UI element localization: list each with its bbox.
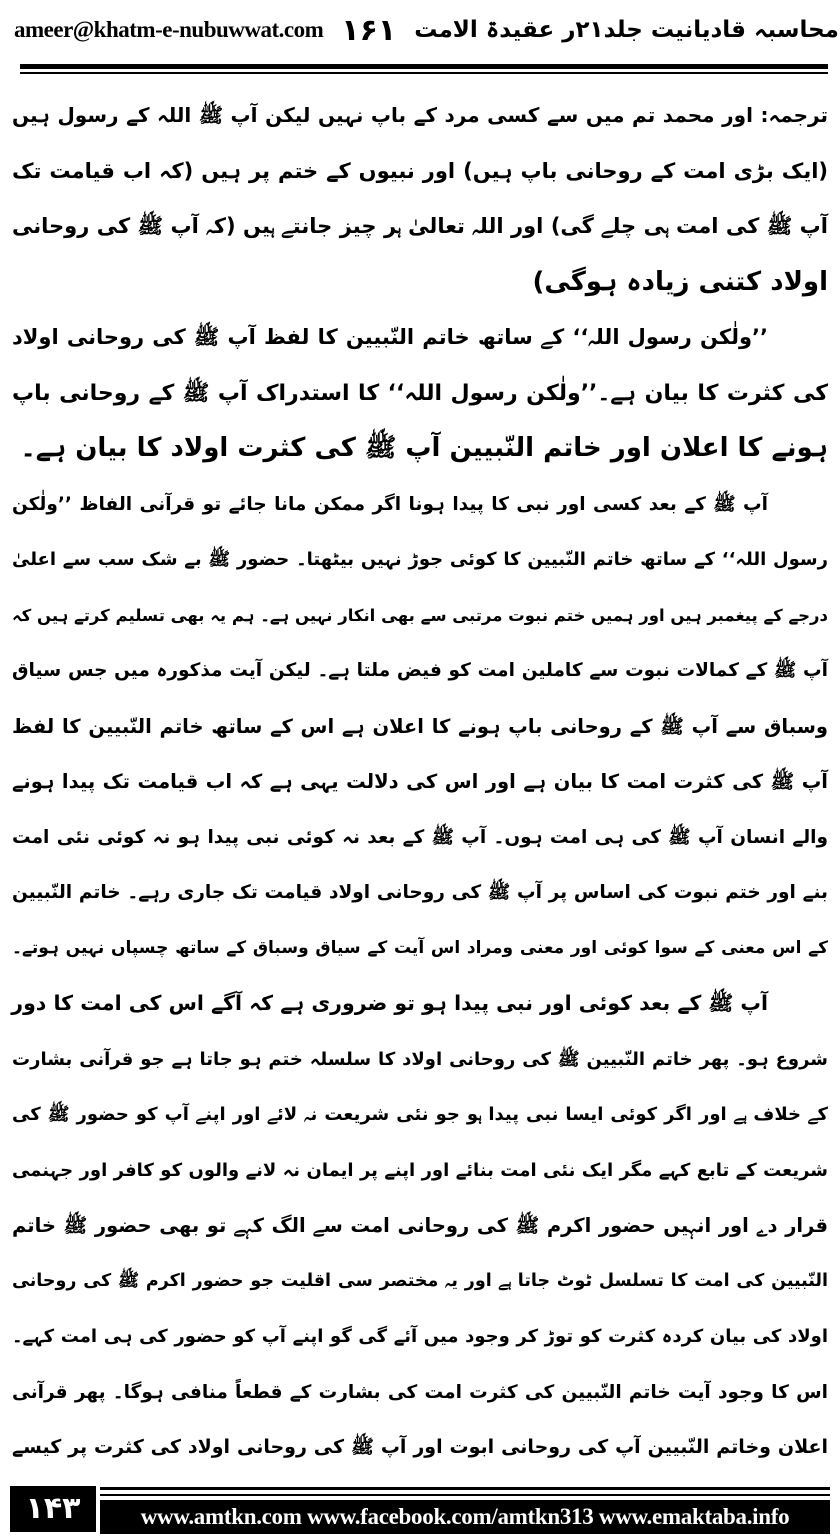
text-line: اولاد کتنی زیادہ ہوگی) (532, 266, 828, 297)
text-line: کے خلاف ہے اور اگر کوئی ایسا نبی پیدا ہو جو نئی شریعت نہ لائے اور اپنے آپ کو حضور ﷺ کی (12, 1104, 828, 1125)
text-line: ہونے کا اعلان اور خاتم النّبیین آپ ﷺ کی کثرت اولاد کا بیان ہے۔ (20, 433, 828, 463)
footer-rule-thin (100, 1494, 830, 1496)
text-line: شریعت کے تابع کہے مگر ایک نئی امت بنائے اور اپنے پر ایمان نہ لانے والوں کو کافر اور جہنمی (12, 1159, 828, 1181)
text-line: اس کا وجود آیت خاتم النّبیین کی کثرت امت کی بشارت کے قطعاً منافی ہوگا۔ پھر قرآنی (12, 1381, 828, 1403)
text-line: آپ ﷺ کی امت ہی چلے گی) اور اللہ تعالیٰ ہر چیز جانتے ہیں (کہ آپ ﷺ کی روحانی (12, 214, 828, 238)
text-line: آپ ﷺ کے بعد کوئی اور نبی پیدا ہو تو ضروری ہے کہ آگے اس کی امت کا دور (11, 991, 768, 1015)
text-line: قرار دے اور انہیں حضور اکرم ﷺ کی روحانی امت سے الگ کہے تو بھی حضور ﷺ خاتم (12, 1214, 828, 1237)
text-line: اولاد کی بیان کردہ کثرت کو توڑ کر وجود میں آئے گی گو اپنے آپ کو حضور کی ہی امت کہے۔ (12, 1326, 828, 1347)
text-line: النّبیین کی امت کا تسلسل ٹوٹ جاتا ہے اور یہ مختصر سی اقلیت جو حضور اکرم ﷺ کی روحانی (12, 1270, 828, 1291)
text-line: درجے کے پیغمبر ہیں اور ہمیں ختم نبوت مرتبی سے بھی انکار نہیں ہے۔ ہم یہ بھی تسلیم کرتے ہیں کہ (12, 605, 828, 625)
footer-websites: www.amtkn.com www.facebook.com/amtkn313 www.emaktaba.info (100, 1500, 830, 1534)
header-rule-thin (20, 72, 828, 74)
header-page-number: ۱۶۱ (341, 12, 397, 48)
text-line: آپ ﷺ کے کمالات نبوت سے کاملین امت کو فیض ملتا ہے۔ لیکن آیت مذکورہ میں جس سیاق (12, 660, 828, 681)
footer-rule-thick (100, 1487, 830, 1490)
text-line: کی کثرت کا بیان ہے۔’’ولٰکن رسول اللہ‘‘ کا استدراک آپ ﷺ کے روحانی باپ (12, 380, 828, 406)
footer-page-number: ۱۴۳ (10, 1486, 96, 1532)
text-line: (ایک بڑی امت کے روحانی باپ ہیں) اور نبیوں کے ختم پر ہیں (کہ اب قیامت تک (12, 158, 828, 183)
text-line: وسباق سے آپ ﷺ کے روحانی باپ ہونے کا اعلان ہے اس کے ساتھ خاتم النّبیین کا لفظ (12, 714, 828, 738)
page-body-text (12, 88, 828, 1476)
text-line: اعلان وخاتم النّبیین آپ کی روحانی ابوت اور آپ ﷺ کی روحانی اولاد کی کثرت پر کیسے (12, 1436, 828, 1458)
header-email: ameer@khatm-e-nubuwwat.com (14, 17, 324, 42)
text-line: بنے اور ختم نبوت کی اساس پر آپ ﷺ کی روحانی اولاد قیامت تک جاری رہے۔ خاتم النّبیین (12, 882, 828, 903)
header-rule-thick (20, 64, 828, 69)
text-line: والے انسان آپ ﷺ کی ہی امت ہوں۔ آپ ﷺ کے بعد نہ کوئی نبی پیدا ہو نہ کوئی نئی امت (12, 826, 828, 848)
page-header (14, 0, 839, 60)
text-line: شروع ہو۔ پھر خاتم النّبیین ﷺ کی روحانی اولاد کا سلسلہ ختم ہو جاتا ہے جو قرآنی بشارت (12, 1048, 828, 1070)
text-line: ترجمہ: اور محمد تم میں سے کسی مرد کے باپ نہیں لیکن آپ ﷺ اللہ کے رسول ہیں (12, 103, 828, 127)
text-line: کے اس معنی کے سوا کوئی اور معنی ومراد اس آیت کے سیاق وسباق کے ساتھ چسپاں نہیں ہوتے۔ (12, 937, 828, 958)
text-line: آپ ﷺ کی کثرت امت کا بیان ہے اور اس کی دلالت یہی ہے کہ اب قیامت تک پیدا ہونے (12, 770, 828, 793)
book-title: محاسبہ قادیانیت جلد۲۱ر عقیدۃ الامت (414, 17, 839, 43)
text-line: آپ ﷺ کے بعد کسی اور نبی کا پیدا ہونا اگر ممکن مانا جائے تو قرآنی الفاظ ’’ولٰکن (12, 493, 768, 515)
text-line: ’’ولٰکن رسول اللہ‘‘ کے ساتھ خاتم النّبیین کا لفظ آپ ﷺ کی روحانی اولاد (12, 325, 768, 349)
text-line: رسول اللہ‘‘ کے ساتھ خاتم النّبیین کا کوئی جوڑ نہیں بیٹھتا۔ حضور ﷺ بے شک سب سے اعلیٰ (12, 549, 828, 570)
